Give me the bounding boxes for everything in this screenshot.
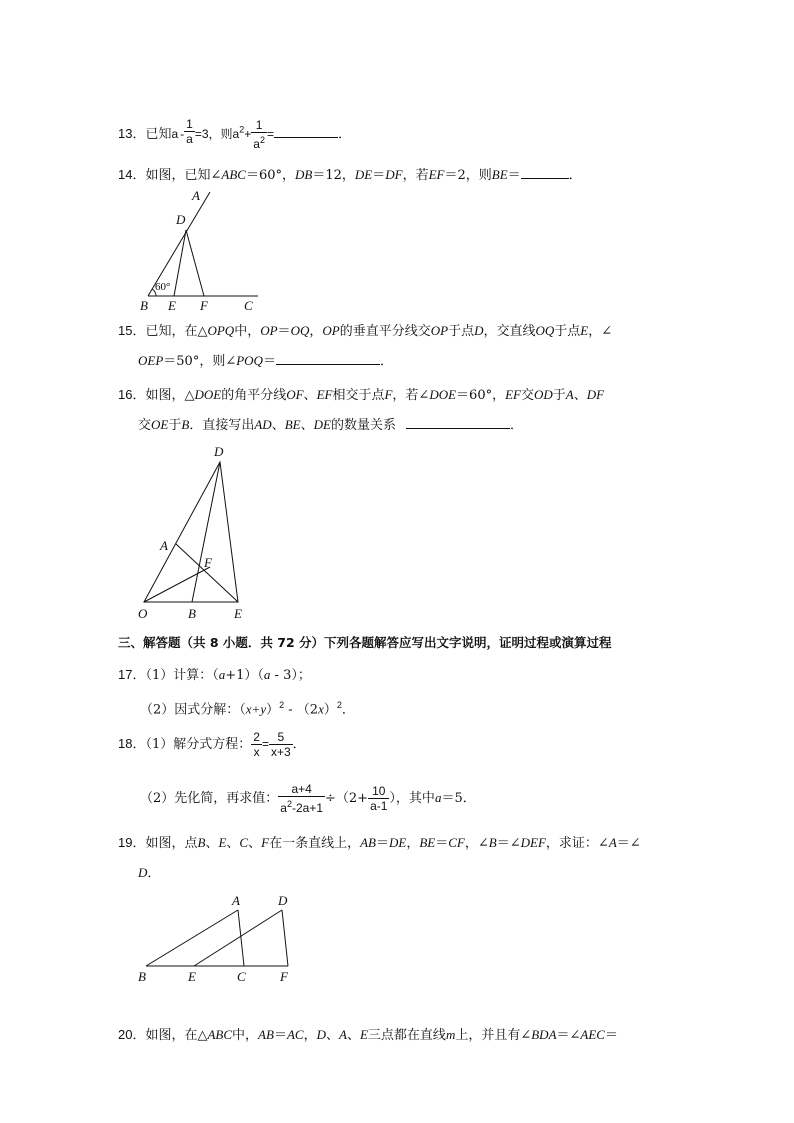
section-3-heading: 三、解答题（共 8 小题．共 72 分）下列各题解答应写出文字说明，证明过程或演算过程 — [118, 635, 612, 650]
period: ． — [337, 127, 351, 142]
q15-text: ，交直线 — [483, 324, 536, 339]
q20-text: 、 — [346, 1028, 360, 1043]
math-var: D — [138, 865, 148, 880]
q20-text: ＝ — [604, 1028, 618, 1043]
math-var: OQ — [290, 323, 310, 338]
q16-text: 、 — [271, 418, 285, 433]
q16-line2 — [138, 416, 523, 435]
q18-text: ），其中 — [389, 791, 435, 806]
math-var: F — [261, 835, 270, 850]
segment-df — [282, 910, 288, 966]
math-var: B — [181, 417, 190, 432]
math-var: x — [318, 701, 324, 717]
q18-text: ＝5． — [441, 791, 476, 806]
label-d: D — [278, 893, 288, 908]
q19-text: ，求证：∠ — [545, 836, 609, 851]
label-e: E — [234, 606, 242, 621]
math-var: AD — [254, 417, 272, 432]
fraction-10-over-a-minus-1 — [368, 784, 389, 813]
math-var: DE — [388, 835, 407, 850]
q20-line1 — [118, 1026, 618, 1045]
math-var: A — [565, 387, 574, 402]
q15-line2 — [138, 352, 393, 371]
math-var: D — [316, 1027, 326, 1042]
answer-blank[interactable] — [406, 416, 510, 429]
q14-text: ＝12， — [312, 168, 355, 183]
q13-var-a: a — [171, 127, 179, 141]
q19-text: 、 — [226, 836, 240, 851]
frac-num: 1 — [186, 117, 193, 131]
frac-num: 5 — [269, 730, 293, 745]
math-var: E — [218, 835, 227, 850]
q14-text: ＝2，则 — [444, 168, 492, 183]
q14-line — [118, 166, 582, 185]
q19-text: ＝ — [375, 836, 389, 851]
math-var: a — [263, 667, 271, 682]
q20-text: ＝ — [273, 1028, 287, 1043]
q20-text: 如图，在△ — [145, 1028, 208, 1043]
q14-figure — [138, 186, 268, 316]
math-var: BE — [284, 417, 301, 432]
q18-text: （1）解分式方程： — [145, 737, 252, 752]
fraction-1-over-a — [184, 117, 195, 146]
equals-sign: = — [266, 127, 274, 141]
exponent: 2 — [239, 124, 245, 135]
q19-line1 — [118, 834, 641, 853]
minus-sign: - — [180, 127, 185, 141]
q16-figure — [132, 440, 262, 625]
q15-text: ＝ — [277, 324, 291, 339]
math-var: EF — [316, 387, 333, 402]
label-d: D — [176, 212, 186, 227]
q17-text: （2）因式分解：（ — [140, 702, 246, 718]
fraction-simplify — [278, 782, 325, 815]
math-var: ABC — [207, 1027, 233, 1042]
period: ． — [147, 866, 161, 881]
q19-text: 、 — [205, 836, 219, 851]
answer-blank[interactable] — [276, 352, 380, 365]
q19-text: ， — [406, 836, 420, 851]
math-var: DE — [354, 167, 373, 182]
segment-ab — [146, 910, 238, 966]
q14-text: ＝ — [507, 168, 521, 183]
question-number: 16． — [118, 387, 146, 402]
question-number: 13． — [118, 126, 146, 141]
period: ． — [379, 354, 393, 369]
math-var: D — [474, 323, 484, 338]
q15-text: ，∠ — [588, 324, 613, 339]
q16-text: ＝60°， — [456, 388, 506, 403]
question-number: 15． — [118, 323, 146, 338]
q19-text: ＝ — [435, 836, 449, 851]
label-c: C — [237, 969, 246, 984]
frac-den: $a^2-2a+1$ — [280, 799, 324, 815]
frac-num: 1 — [251, 118, 267, 133]
q19-text: ，∠ — [464, 836, 489, 851]
question-number: 20． — [118, 1027, 146, 1042]
math-var: OE — [151, 417, 169, 432]
q15-text: 已知，在△ — [145, 324, 208, 339]
q19-figure — [136, 890, 306, 990]
q16-line1 — [118, 386, 604, 405]
q16-text: ．直接写出 — [189, 418, 255, 433]
math-var: E — [359, 1027, 368, 1042]
label-o: O — [138, 606, 148, 621]
math-var: DOE — [429, 387, 457, 402]
frac-den: $a^2$ — [253, 135, 265, 151]
q19-text: ＝∠ — [616, 836, 641, 851]
label-angle-60: 60° — [155, 281, 171, 293]
q16-text: 、 — [300, 418, 314, 433]
question-number: 19． — [118, 835, 146, 850]
q15-text: ＝50°，则∠ — [163, 354, 237, 369]
segment-de — [194, 910, 282, 966]
label-f: F — [200, 298, 208, 313]
math-var: a — [434, 790, 442, 805]
math-var: OQ — [535, 323, 555, 338]
q16-text: 交 — [138, 418, 152, 433]
q17-text: - 3）； — [270, 668, 311, 683]
math-var: A — [339, 1027, 347, 1042]
frac-den: a-1 — [370, 799, 388, 813]
frac-den: x+3 — [270, 745, 291, 759]
fraction-2-over-x — [251, 730, 262, 759]
q15-text: ， — [309, 324, 323, 339]
math-var: AC — [286, 1027, 304, 1042]
q17-text: （1）计算：（ — [145, 668, 219, 683]
q15-text: 于点 — [448, 324, 475, 339]
math-var: x+y — [245, 701, 267, 717]
q18-text: ÷（2+ — [325, 791, 369, 806]
q18-line1 — [118, 730, 306, 759]
fraction-1-over-a-squared — [251, 118, 267, 151]
answer-blank[interactable] — [521, 166, 569, 179]
q17-line2 — [140, 696, 355, 719]
math-var: DB — [294, 167, 313, 182]
exponent: 2 — [279, 700, 285, 710]
bisector-ef — [176, 544, 238, 602]
q16-text: 交 — [520, 388, 534, 403]
segment-de — [174, 230, 186, 296]
label-b: B — [188, 606, 196, 621]
q16-text: 的数量关系 — [330, 418, 396, 433]
q19-text: 在一条直线上， — [269, 836, 361, 851]
triangle-doe — [144, 462, 238, 602]
q13-given: 已知 — [145, 127, 172, 142]
q17-line1 — [118, 666, 311, 685]
math-var: a — [218, 667, 226, 682]
q13-eq3: =3，则 — [194, 127, 233, 141]
label-e: E — [168, 298, 176, 313]
q16-text: 于 — [552, 388, 566, 403]
q16-text: 的角平分线 — [221, 388, 287, 403]
q16-text: 、 — [303, 388, 317, 403]
math-var: F — [384, 387, 393, 402]
q16-text: ，若∠ — [392, 388, 430, 403]
q15-line1 — [118, 322, 612, 341]
q18-line2 — [140, 782, 476, 815]
q13-a-sq: a — [232, 127, 240, 141]
q17-text: +1）（ — [225, 668, 264, 683]
period: ． — [509, 418, 523, 433]
answer-blank[interactable] — [274, 125, 338, 138]
label-d: D — [214, 444, 224, 459]
frac-num: a+4 — [278, 782, 325, 797]
q16-text: 于 — [168, 418, 182, 433]
math-var: ABC — [221, 167, 246, 182]
math-var: DOE — [194, 387, 222, 402]
q20-text: ＝∠ — [556, 1028, 581, 1043]
math-var: m — [445, 1027, 456, 1042]
math-var: E — [580, 323, 589, 338]
label-b: B — [140, 298, 148, 313]
math-var: B — [488, 835, 497, 850]
label-f: F — [280, 969, 288, 984]
q13-line — [118, 118, 351, 151]
q14-text: ＝60°， — [245, 168, 295, 183]
math-var: DEF — [520, 835, 546, 850]
q15-text: ＝ — [262, 354, 276, 369]
math-var: OP — [260, 323, 278, 338]
math-var: BE — [419, 835, 436, 850]
period: ． — [292, 737, 306, 752]
frac-den: x — [253, 745, 260, 759]
math-var: OP — [430, 323, 449, 338]
math-var: BE — [491, 167, 508, 182]
math-var: EF — [428, 167, 445, 182]
exponent: 2 — [336, 700, 342, 710]
q17-text: ） — [323, 702, 337, 718]
math-var: OP — [322, 323, 340, 338]
q14-text: ，若 — [402, 168, 429, 183]
q14-text: 如图，已知∠ — [145, 168, 222, 183]
math-var: OD — [534, 387, 553, 402]
q15-text: 于点 — [554, 324, 581, 339]
label-a: A — [192, 188, 200, 203]
q20-text: 中， — [232, 1028, 259, 1043]
label-a: A — [232, 893, 240, 908]
math-var: POQ — [236, 353, 263, 368]
period: ． — [568, 168, 582, 183]
math-var: EF — [505, 387, 521, 402]
q20-text: 上，并且有∠ — [455, 1028, 532, 1043]
question-number: 14． — [118, 167, 146, 182]
frac-num: 2 — [253, 730, 260, 744]
label-f: F — [204, 555, 212, 570]
math-var: AEC — [580, 1027, 605, 1042]
math-var: BDA — [531, 1027, 557, 1042]
q15-text: 的垂直平分线交 — [339, 324, 431, 339]
q19-text: 、 — [248, 836, 262, 851]
q18-text: （2）先化简，再求值： — [140, 791, 279, 806]
frac-num: 10 — [368, 784, 389, 799]
math-var: B — [197, 835, 206, 850]
frac-den: a — [186, 132, 193, 146]
fraction-5-over-x-plus-3 — [269, 730, 293, 759]
q15-text: 中， — [234, 324, 261, 339]
q20-text: ， — [303, 1028, 317, 1043]
math-var: A — [608, 835, 617, 850]
math-var: DF — [385, 167, 403, 182]
math-var: DE — [313, 417, 331, 432]
math-var: DF — [586, 387, 605, 402]
q17-text: ） — [266, 702, 280, 718]
question-number: 17． — [118, 667, 146, 682]
plus-sign: + — [244, 127, 252, 141]
math-var: C — [239, 835, 249, 850]
q14-text: ＝ — [372, 168, 386, 183]
label-e: E — [188, 969, 196, 984]
q19-text: ＝∠ — [496, 836, 521, 851]
math-var: OF — [286, 387, 304, 402]
q16-text: 相交于点 — [332, 388, 385, 403]
math-var: OEP — [138, 353, 164, 368]
label-b: B — [138, 969, 146, 984]
question-number: 18． — [118, 736, 146, 751]
label-c: C — [244, 298, 253, 313]
q20-text: 、 — [325, 1028, 339, 1043]
period: ． — [341, 702, 355, 718]
label-a: A — [160, 538, 168, 553]
q17-text: - （2 — [284, 702, 319, 718]
math-var: AB — [360, 835, 376, 850]
math-var: OPQ — [207, 323, 235, 338]
q20-text: 三点都在直线 — [367, 1028, 446, 1043]
q19-text: 如图，点 — [145, 836, 198, 851]
segment-df — [186, 230, 204, 296]
q16-text: 、 — [573, 388, 587, 403]
math-var: CF — [448, 835, 465, 850]
math-var: AB — [258, 1027, 274, 1042]
equals-sign: = — [261, 737, 269, 751]
q19-line2 — [138, 864, 160, 883]
q16-text: 如图，△ — [145, 388, 195, 403]
